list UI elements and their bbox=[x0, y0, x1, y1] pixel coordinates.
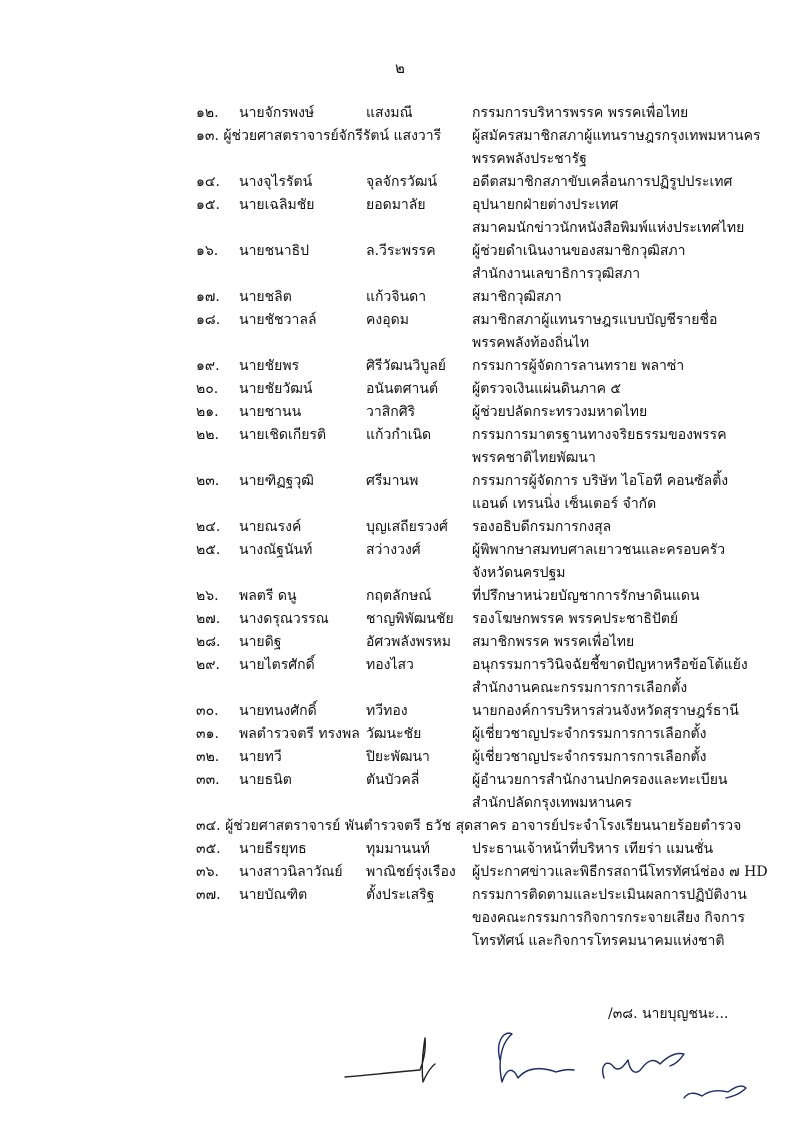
list-item bbox=[0, 401, 800, 424]
position-text: สมาชิกสภาผู้แทนราษฎรแบบบัญชีรายชื่อ bbox=[472, 312, 718, 328]
person-name: นายทวี bbox=[239, 749, 282, 765]
person-name: นายชนาธิป bbox=[239, 243, 309, 259]
person-name: นายธนิต bbox=[239, 772, 292, 788]
list-item-continuation bbox=[0, 562, 800, 585]
person-name: นายดิฐ bbox=[239, 634, 282, 650]
list-item bbox=[0, 861, 800, 884]
item-number: ๑๖. bbox=[196, 243, 219, 259]
list-item bbox=[0, 608, 800, 631]
position-text: สำนักงานคณะกรรมการการเลือกตั้ง bbox=[472, 680, 688, 696]
list-item bbox=[0, 723, 800, 746]
list-item-continuation bbox=[0, 493, 800, 516]
person-name: นายธีรยุทธ bbox=[239, 841, 307, 857]
person-name: พลตำรวจตรี ทรงพล bbox=[239, 726, 360, 742]
person-name: นายชัยวัฒน์ bbox=[239, 381, 313, 397]
item-number: ๑๕. bbox=[196, 197, 220, 213]
person-surname: แสงมณี bbox=[366, 105, 413, 121]
list-item bbox=[0, 171, 800, 194]
person-surname: พาณิชย์รุ่งเรือง bbox=[366, 864, 456, 880]
person-surname: ทุมมานนท์ bbox=[366, 841, 430, 857]
person-name: พลตรี ดนู bbox=[239, 588, 297, 604]
item-number: ๓๕. bbox=[196, 841, 221, 857]
list-item bbox=[0, 470, 800, 493]
person-surname: วัฒนะชัย bbox=[366, 726, 422, 742]
position-text: ที่ปรึกษาหน่วยบัญชาการรักษาดินแดน bbox=[472, 588, 700, 604]
position-text: สมาคมนักข่าวนักหนังสือพิมพ์แห่งประเทศไทย bbox=[472, 220, 745, 236]
list-item-continuation bbox=[0, 930, 800, 953]
position-text: จังหวัดนครปฐม bbox=[472, 565, 566, 581]
position-text: โทรทัศน์ และกิจการโทรคมนาคมแห่งชาติ bbox=[472, 933, 725, 949]
person-surname: ชาญพิพัฒนชัย bbox=[366, 611, 454, 627]
position-text: สำนักงานเลขาธิการวุฒิสภา bbox=[472, 266, 641, 282]
signature-marks bbox=[0, 1020, 800, 1120]
person-surname: จุลจักรวัฒน์ bbox=[366, 174, 438, 190]
item-number: ๒๒. bbox=[196, 427, 219, 443]
position-text: รองอธิบดีกรมการกงสุล bbox=[472, 519, 612, 535]
person-surname: วาสิกศิริ bbox=[366, 404, 416, 420]
person-name: นายไตรศักดิ์ bbox=[239, 657, 315, 673]
item-number: ๒๙. bbox=[196, 657, 220, 673]
item-number: ๓๒. bbox=[196, 749, 220, 765]
list-item bbox=[0, 838, 800, 861]
list-item-continuation bbox=[0, 907, 800, 930]
item-full-text: ๓๔. ผู้ช่วยศาสตราจารย์ พันตำรวจตรี ธวัช สุดสาคร อาจารย์ประจำโรงเรียนนายร้อยตำรวจ bbox=[196, 818, 742, 834]
list-item bbox=[0, 700, 800, 723]
list-item bbox=[0, 355, 800, 378]
member-list bbox=[0, 102, 800, 953]
list-item-continuation bbox=[0, 217, 800, 240]
person-name: นายชานน bbox=[239, 404, 302, 420]
signature-3 bbox=[603, 1053, 684, 1078]
person-name: นายชัชวาลล์ bbox=[239, 312, 317, 328]
person-name: นางดรุณวรรณ bbox=[239, 611, 329, 627]
position-text: พรรคพลังท้องถิ่นไท bbox=[472, 335, 590, 351]
person-surname: ปิยะพัฒนา bbox=[366, 749, 430, 765]
person-surname: กฤตลักษณ์ bbox=[366, 588, 432, 604]
list-item-continuation bbox=[0, 263, 800, 286]
person-name: นายชลิต bbox=[239, 289, 292, 305]
list-item bbox=[0, 240, 800, 263]
list-item bbox=[0, 286, 800, 309]
item-number: ๒๑. bbox=[196, 404, 219, 420]
person-surname: คงอุดม bbox=[366, 312, 409, 328]
signature-1 bbox=[345, 1038, 435, 1082]
position-text: รองโฆษกพรรค พรรคประชาธิปัตย์ bbox=[472, 611, 679, 627]
position-text: สมาชิกพรรค พรรคเพื่อไทย bbox=[472, 634, 635, 650]
person-surname: อัศวพลังพรหม bbox=[366, 634, 452, 650]
item-number: ๒๔. bbox=[196, 519, 221, 535]
position-text: อดีตสมาชิกสภาขับเคลื่อนการปฏิรูปประเทศ bbox=[472, 174, 733, 190]
position-text: ผู้ประกาศข่าวและพิธีกรสถานีโทรทัศน์ช่อง ๗ HD bbox=[472, 864, 768, 880]
person-surname: แก้วจินดา bbox=[366, 289, 427, 305]
list-item bbox=[0, 884, 800, 907]
person-surname: สว่างวงศ์ bbox=[366, 542, 421, 558]
signatures bbox=[0, 1020, 800, 1120]
person-name: นายฑิฏฐวุฒิ bbox=[239, 473, 314, 489]
person-surname: ศิรีวัฒนวิบูลย์ bbox=[366, 358, 447, 374]
list-item bbox=[0, 125, 800, 148]
signature-2 bbox=[499, 1033, 574, 1082]
person-name: นางณัฐนันท์ bbox=[239, 542, 313, 558]
position-text: อุปนายกฝ่ายต่างประเทศ bbox=[472, 197, 619, 213]
person-name: นางสาวนิลาวัณย์ bbox=[239, 864, 343, 880]
position-text: พรรคชาติไทยพัฒนา bbox=[472, 450, 596, 466]
position-text: อนุกรรมการวินิจฉัยชี้ขาดปัญหาหรือข้อโต้แย้ง bbox=[472, 657, 748, 673]
list-item bbox=[0, 769, 800, 792]
person-name: นายเชิดเกียรติ bbox=[239, 427, 327, 443]
item-number: ๒๓. bbox=[196, 473, 220, 489]
list-item bbox=[0, 746, 800, 769]
position-text: ผู้ช่วยปลัดกระทรวงมหาดไทย bbox=[472, 404, 648, 420]
person-surname: ตันบัวคลี่ bbox=[366, 772, 420, 788]
item-number: ๑๒. bbox=[196, 105, 219, 121]
item-number: ๓๖. bbox=[196, 864, 219, 880]
person-name: นายชัยพร bbox=[239, 358, 300, 374]
continuation-note: /๓๘. นายบุญชนะ... bbox=[608, 1006, 729, 1022]
list-item bbox=[0, 194, 800, 217]
person-name: นายทนงศักดิ์ bbox=[239, 703, 317, 719]
person-surname: อนันตศานต์ bbox=[366, 381, 439, 397]
list-item bbox=[0, 102, 800, 125]
list-item-continuation bbox=[0, 447, 800, 470]
list-item-continuation bbox=[0, 677, 800, 700]
item-number: ๑๘. bbox=[196, 312, 221, 328]
person-name: นายณรงค์ bbox=[239, 519, 302, 535]
position-text: พรรคพลังประชารัฐ bbox=[472, 151, 587, 167]
position-text: ของคณะกรรมการกิจการกระจายเสียง กิจการ bbox=[472, 910, 745, 926]
person-surname: ล.วีระพรรค bbox=[366, 243, 436, 259]
person-surname: ยอดมาลัย bbox=[366, 197, 426, 213]
person-surname: แก้วกำเนิด bbox=[366, 427, 432, 443]
list-item bbox=[0, 815, 800, 838]
signature-4 bbox=[684, 1086, 746, 1098]
position-text: ผู้เชี่ยวชาญประจำกรรมการการเลือกตั้ง bbox=[472, 726, 707, 742]
list-item-continuation bbox=[0, 332, 800, 355]
item-number: ๓๗. bbox=[196, 887, 221, 903]
person-name: นายจักรพงษ์ bbox=[239, 105, 315, 121]
list-item-continuation bbox=[0, 148, 800, 171]
item-number: ๓๑. bbox=[196, 726, 219, 742]
person-surname: ตั้งประเสริฐ bbox=[366, 887, 435, 903]
list-item-continuation bbox=[0, 792, 800, 815]
item-number: ๒๗. bbox=[196, 611, 221, 627]
position-text: กรรมการบริหารพรรค พรรคเพื่อไทย bbox=[472, 105, 689, 121]
list-item bbox=[0, 309, 800, 332]
item-number: ๑๗. bbox=[196, 289, 220, 305]
item-number: ๒๖. bbox=[196, 588, 219, 604]
position-text: ผู้ช่วยดำเนินงานของสมาชิกวุฒิสภา bbox=[472, 243, 686, 259]
position-text: แอนด์ เทรนนิ่ง เซ็นเตอร์ จำกัด bbox=[472, 496, 657, 512]
position-text: ผู้อำนวยการสำนักงานปกครองและทะเบียน bbox=[472, 772, 728, 788]
position-text: กรรมการผู้จัดการ บริษัท ไอโอที คอนซัลติ้ง bbox=[472, 473, 729, 489]
position-text: กรรมการผู้จัดการลานทราย พลาซ่า bbox=[472, 358, 685, 374]
item-number: ๑๙. bbox=[196, 358, 220, 374]
item-number: ๓๓. bbox=[196, 772, 220, 788]
position-text: ผู้ตรวจเงินแผ่นดินภาค ๕ bbox=[472, 381, 622, 397]
person-surname: ทวีทอง bbox=[366, 703, 408, 719]
position-text: กรรมการติดตามและประเมินผลการปฏิบัติงาน bbox=[472, 887, 747, 903]
list-item bbox=[0, 631, 800, 654]
position-text: กรรมการมาตรฐานทางจริยธรรมของพรรค bbox=[472, 427, 727, 443]
person-name: นายเฉลิมชัย bbox=[239, 197, 315, 213]
item-number: ๓๐. bbox=[196, 703, 219, 719]
item-number: ๒๘. bbox=[196, 634, 221, 650]
item-number: ๒๕. bbox=[196, 542, 221, 558]
item-number: ๒๐. bbox=[196, 381, 219, 397]
person-surname: บุญเสถียรวงศ์ bbox=[366, 519, 448, 535]
list-item bbox=[0, 539, 800, 562]
page-number: ๒ bbox=[395, 59, 405, 77]
person-name: นางจุไรรัตน์ bbox=[239, 174, 313, 190]
item-number: ๑๔. bbox=[196, 174, 220, 190]
list-item bbox=[0, 424, 800, 447]
position-text: ผู้สมัครสมาชิกสภาผู้แทนราษฎรกรุงเทพมหานคร bbox=[472, 128, 761, 144]
person-surname: ศรีมานพ bbox=[366, 473, 419, 489]
position-text: สมาชิกวุฒิสภา bbox=[472, 289, 562, 305]
position-text: ผู้พิพากษาสมทบศาลเยาวชนและครอบครัว bbox=[472, 542, 726, 558]
list-item bbox=[0, 654, 800, 677]
position-text: สำนักปลัดกรุงเทพมหานคร bbox=[472, 795, 632, 811]
person-surname: ทองไสว bbox=[366, 657, 414, 673]
position-text: ผู้เชี่ยวชาญประจำกรรมการการเลือกตั้ง bbox=[472, 749, 707, 765]
list-item bbox=[0, 378, 800, 401]
person-name: นายบัณฑิต bbox=[239, 887, 308, 903]
list-item bbox=[0, 585, 800, 608]
list-item bbox=[0, 516, 800, 539]
item-full-text: ๑๓. ผู้ช่วยศาสตราจารย์จักรีรัตน์ แสงวารี bbox=[196, 128, 442, 144]
position-text: นายกองค์การบริหารส่วนจังหวัดสุราษฎร์ธานี bbox=[472, 703, 739, 719]
position-text: ประธานเจ้าหน้าที่บริหาร เทียร่า แมนชั่น bbox=[472, 841, 714, 857]
